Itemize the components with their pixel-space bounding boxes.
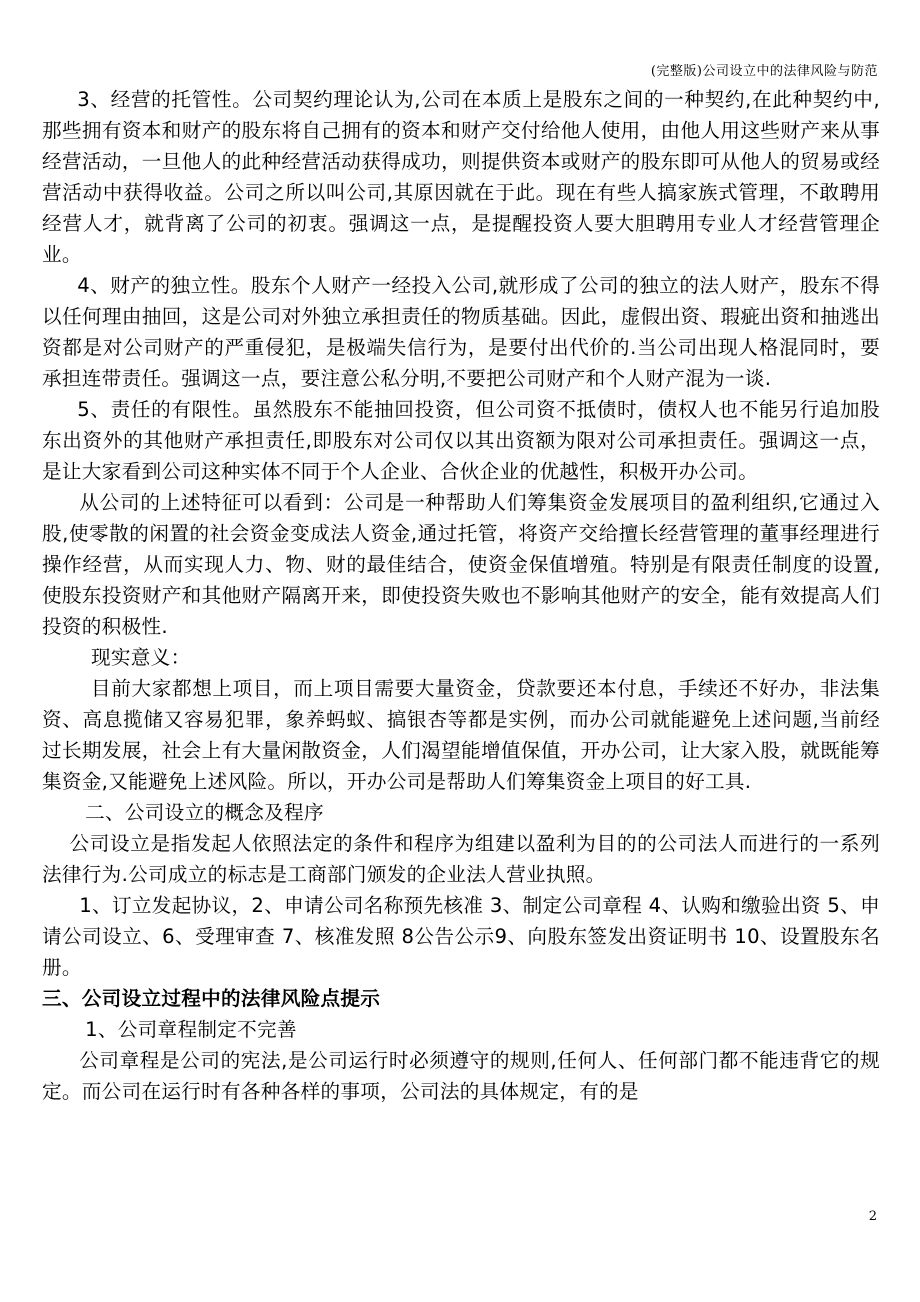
document-header: (完整版)公司设立中的法律风险与防范 <box>650 64 878 79</box>
paragraph-establishment-procedure: 1、订立发起协议，2、申请公司名称预先核准 3、制定公司章程 4、认购和缴验出资 5、申请公司设立、6、受理审查 7、核准发照 8公告公示9、向股东签发出资证明书 10、设置股东名册。 <box>42 894 880 979</box>
subheading-articles-incomplete: 1、公司章程制定不完善 <box>85 1018 297 1041</box>
section-heading-2: 二、公司设立的概念及程序 <box>85 801 324 824</box>
paragraph-summary: 从公司的上述特征可以看到：公司是一种帮助人们筹集资金发展项目的盈利组织,它通过入股,使零散的闲置的社会资金变成法人资金,通过托管，将资产交给擅长经营管理的董事经理进行操作经营，从而实现人力、物、财的最佳结合，使资金保值增殖。特别是有限责任制度的设置,使股东投资财产和其他财产隔离开来，即使投资失败也不影响其他财产的安全，能有效提高人们投资的积极性. <box>42 491 880 638</box>
paragraph-limited-liability: 5、责任的有限性。虽然股东不能抽回投资，但公司资不抵债时，债权人也不能另行追加股东出资外的其他财产承担责任,即股东对公司仅以其出资额为限对公司承担责任。强调这一点，是让大家看到公司这种实体不同于个人企业、合伙企业的优越性，积极开办公司。 <box>42 398 880 483</box>
section-heading-3: 三、公司设立过程中的法律风险点提示 <box>42 987 381 1010</box>
document-body <box>42 84 880 1107</box>
page-number: 2 <box>868 1209 877 1224</box>
paragraph-articles-of-association: 公司章程是公司的宪法,是公司运行时必须遵守的规则,任何人、任何部门都不能违背它的规定。而公司在运行时有各种各样的事项，公司法的具体规定，有的是 <box>42 1049 880 1103</box>
subheading-practical-significance: 现实意义： <box>91 646 191 669</box>
paragraph-operational-custody: 3、经营的托管性。公司契约理论认为,公司在本质上是股东之间的一种契约,在此种契约中,那些拥有资本和财产的股东将自己拥有的资本和财产交付给他人使用，由他人用这些财产来从事经营活动，一旦他人的此种经营活动获得成功，则提供资本或财产的股东即可从他人的贸易或经营活动中获得收益。公司之所以叫公司,其原因就在于此。现在有些人搞家族式管理，不敢聘用经营人才，就背离了公司的初衷。强调这一点，是提醒投资人要大胆聘用专业人才经营管理企业。 <box>42 88 880 266</box>
paragraph-property-independence: 4、财产的独立性。股东个人财产一经投入公司,就形成了公司的独立的法人财产，股东不得以任何理由抽回，这是公司对外独立承担责任的物质基础。因此，虚假出资、瑕疵出资和抽逃出资都是对公司财产的严重侵犯，是极端失信行为，是要付出代价的.当公司出现人格混同时，要承担连带责任。强调这一点，要注意公私分明,不要把公司财产和个人财产混为一谈. <box>42 274 880 390</box>
paragraph-establishment-concept: 公司设立是指发起人依照法定的条件和程序为组建以盈利为目的的公司法人而进行的一系列法律行为.公司成立的标志是工商部门颁发的企业法人营业执照。 <box>42 832 880 886</box>
paragraph-practical-significance: 目前大家都想上项目，而上项目需要大量资金，贷款要还本付息，手续还不好办，非法集资、高息揽储又容易犯罪，象养蚂蚁、搞银杏等都是实例，而办公司就能避免上述问题,当前经过长期发展，社会上有大量闲散资金，人们渴望能增值保值，开办公司，让大家入股，就既能筹集资金,又能避免上述风险。所以，开办公司是帮助人们筹集资金上项目的好工具. <box>42 677 880 793</box>
